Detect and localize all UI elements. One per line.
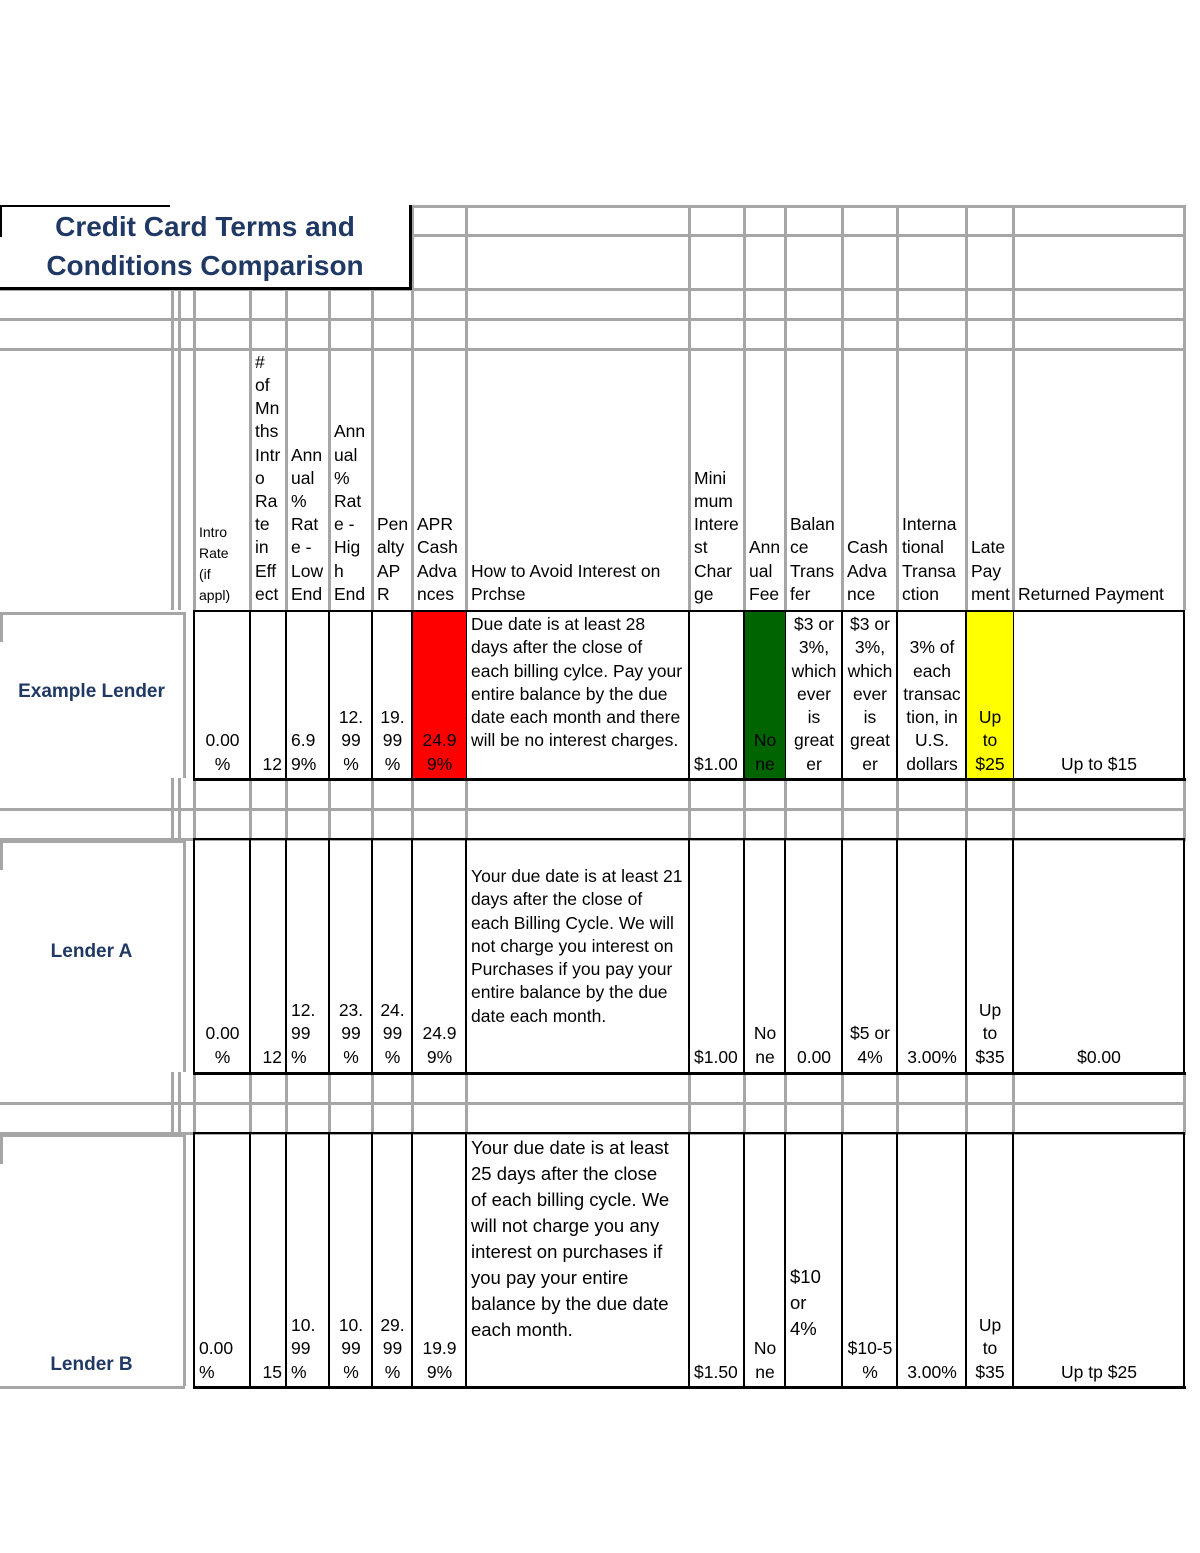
cell-intro-rate: 0.00 % [205, 1023, 240, 1067]
cell-penalty-apr: 19. 99 % [380, 707, 405, 774]
gridline-v [178, 778, 181, 811]
gridline-v [743, 808, 746, 841]
cell-international: 3.00% [907, 1046, 957, 1067]
cell-apr-high: 23. 99 % [338, 1000, 364, 1067]
cell-balance-transfer: $10 or 4% [790, 1266, 821, 1339]
gridline-v [688, 778, 691, 811]
gridline-v [1012, 778, 1015, 811]
header-cash-advance: Cash Adva nce [847, 537, 888, 604]
gridline-v [965, 1072, 968, 1105]
gridline-v [178, 1072, 181, 1105]
cell-penalty-apr: 29. 99 % [380, 1315, 405, 1382]
gridline-v [1183, 1102, 1186, 1135]
header-international: Interna tional Transa ction [902, 514, 957, 604]
gridline-v [1183, 778, 1186, 811]
header-min-interest: Mini mum Intere st Char ge [694, 467, 739, 604]
gridline-v [465, 778, 468, 811]
gridline-v [411, 1072, 414, 1105]
gridline-v [784, 808, 787, 841]
gridline-v [371, 1102, 374, 1135]
gridline-v [328, 778, 331, 811]
cell-penalty-apr: 24. 99 % [380, 1000, 405, 1067]
gridline-v [171, 288, 174, 610]
cell-avoid-interest: Due date is at least 28 days after the close of each billing cylce. Pay your entire balance by the due date each month and there will be no interest charges. [471, 614, 683, 751]
header-intro-rate: Intro Rate (if appl) [199, 524, 231, 603]
cell-annual-fee: No ne [753, 1023, 777, 1067]
gridline-v [841, 1102, 844, 1135]
gridline-v [285, 808, 288, 841]
gridline-v [193, 808, 196, 841]
cell-min-interest: $1.00 [694, 1046, 738, 1067]
gridline-v [328, 1072, 331, 1105]
cell-late-payment: Up to $35 [975, 1000, 1005, 1067]
gridline-v [784, 1102, 787, 1135]
cell-international: 3.00% [907, 1361, 957, 1382]
gridline-v [193, 778, 196, 811]
gridline-v [743, 1072, 746, 1105]
cell-apr-high: 12. 99 % [338, 707, 364, 774]
gridline-v [465, 1102, 468, 1135]
cell-balance-transfer: $3 or 3%, which ever is great er [791, 613, 837, 774]
gridline-v [371, 778, 374, 811]
gridline-v [896, 808, 899, 841]
cell-cash-advance: $3 or 3%, which ever is great er [847, 613, 893, 774]
gridline-v [1183, 1072, 1186, 1105]
header-apr-low: Ann ual % Rat e - Low End [291, 444, 324, 604]
gridline-v [465, 1072, 468, 1105]
gridline-v [285, 1072, 288, 1105]
header-avoid-interest: How to Avoid Interest on Prchse [471, 560, 661, 604]
gridline-v [371, 1072, 374, 1105]
gridline-v [285, 1102, 288, 1135]
gridline-v [688, 808, 691, 841]
cell-returned-payment: Up tp $25 [1061, 1361, 1137, 1382]
gridline-v [896, 778, 899, 811]
gridline-h [0, 840, 185, 843]
cell-late-payment: Up to $35 [975, 1315, 1005, 1382]
gridline-v [965, 808, 968, 841]
gridline-v [743, 778, 746, 811]
gridline-v [193, 1072, 196, 1105]
gridline-v [411, 1102, 414, 1135]
gridline-v [193, 1102, 196, 1135]
gridline-v [411, 808, 414, 841]
cell-months-intro: 15 [262, 1361, 282, 1382]
cell-intro-rate: 0.00 % [205, 730, 240, 774]
gridline-v [249, 1072, 252, 1105]
gridline-v [1012, 1072, 1015, 1105]
cell-avoid-interest: Your due date is at least 25 days after the close of each billing cycle. We will not charge you any interest on purchases if you pay your entire balance by the due date each month. [471, 1137, 670, 1340]
gridline-v [0, 612, 3, 642]
gridline-v [171, 778, 174, 811]
gridline-v [178, 808, 181, 841]
gridline-v [784, 778, 787, 811]
cell-months-intro: 12 [262, 1046, 282, 1067]
cell-annual-fee: No ne [745, 612, 785, 778]
cell-balance-transfer: 0.00 [796, 1046, 832, 1067]
page-title [0, 205, 410, 289]
gridline-v [1012, 1102, 1015, 1135]
gridline-v [178, 288, 181, 610]
gridline-h [0, 1386, 185, 1389]
gridline-v [183, 840, 186, 1072]
header-apr-cash: APR Cash Adva nces [417, 514, 458, 604]
gridline-v [249, 808, 252, 841]
gridline-v [171, 1102, 174, 1135]
cell-returned-payment: Up to $15 [1061, 753, 1137, 774]
header-late-payment: Late Pay ment [971, 537, 1010, 604]
title-line-1: Credit Card Terms and [55, 211, 355, 242]
gridline-v [183, 1134, 186, 1386]
cell-min-interest: $1.50 [694, 1361, 738, 1382]
gridline-v [784, 1072, 787, 1105]
gridline-h [0, 612, 185, 615]
gridline-v [841, 808, 844, 841]
cell-international: 3% of each transac tion, in U.S. dollars [903, 637, 961, 774]
cell-annual-fee: No ne [753, 1338, 777, 1382]
title-line-2: Conditions Comparison [46, 250, 364, 281]
gridline-v [249, 778, 252, 811]
gridline-v [1012, 808, 1015, 841]
gridline-v [965, 1102, 968, 1135]
cell-apr-high: 10. 99 % [338, 1315, 364, 1382]
gridline-v [171, 1072, 174, 1105]
gridline-v [0, 1134, 3, 1164]
cell-months-intro: 12 [262, 753, 282, 774]
gridline-v [841, 1072, 844, 1105]
gridline-v [249, 1102, 252, 1135]
gridline-v [178, 1102, 181, 1135]
header-annual-fee: Ann ual Fee [749, 537, 781, 604]
gridline-v [1183, 808, 1186, 841]
header-penalty-apr: Pen alty AP R [377, 514, 409, 604]
cell-apr-cash: 24.9 9% [413, 612, 466, 778]
gridline-h [410, 205, 1183, 208]
gridline-v [965, 778, 968, 811]
header-apr-high: Ann ual % Rat e - Hig h End [334, 421, 366, 604]
gridline-v [841, 778, 844, 811]
gridline-v [896, 1072, 899, 1105]
gridline-v [688, 1102, 691, 1135]
gridline-h [0, 1134, 185, 1137]
gridline-v [465, 808, 468, 841]
gridline-v [285, 778, 288, 811]
cell-apr-low: 12. 99 % [291, 1000, 316, 1067]
header-months-intro: # of Mn ths Intr o Ra te in Eff ect [255, 351, 281, 604]
cell-apr-low: 10. 99 % [291, 1315, 316, 1382]
gridline-v [743, 1102, 746, 1135]
gridline-v [328, 1102, 331, 1135]
cell-avoid-interest: Your due date is at least 21 days after the close of each Billing Cycle. We will not charge you interest on Purchases if you pay your entire balance by the due date each month. [471, 866, 683, 1026]
gridline-v [371, 808, 374, 841]
gridline-v [171, 808, 174, 841]
cell-min-interest: $1.00 [694, 753, 738, 774]
header-balance-transfer: Balan ce Trans fer [790, 514, 835, 604]
gridline-v [0, 840, 3, 870]
gridline-v [183, 612, 186, 778]
cell-late-payment: Up to $25 [967, 612, 1013, 778]
gridline-h [410, 234, 1183, 237]
cell-apr-low: 6.9 9% [291, 730, 317, 774]
cell-cash-advance: $10-5 % [847, 1338, 893, 1382]
gridline-v [688, 1072, 691, 1105]
gridline-v [896, 1102, 899, 1135]
lender-label-a: Lender A [50, 941, 133, 962]
header-returned-payment: Returned Payment [1018, 583, 1164, 604]
cell-apr-cash: 24.9 9% [422, 1023, 457, 1067]
cell-returned-payment: $0.00 [1077, 1046, 1121, 1067]
cell-apr-cash: 19.9 9% [422, 1338, 457, 1382]
gridline-v [411, 778, 414, 811]
cell-cash-advance: $5 or 4% [850, 1023, 890, 1067]
lender-label-example: Example Lender [18, 681, 165, 702]
lender-label-b: Lender B [50, 1354, 133, 1375]
cell-intro-rate: 0.00 % [199, 1338, 234, 1382]
gridline-h [0, 318, 1183, 321]
gridline-v [328, 808, 331, 841]
